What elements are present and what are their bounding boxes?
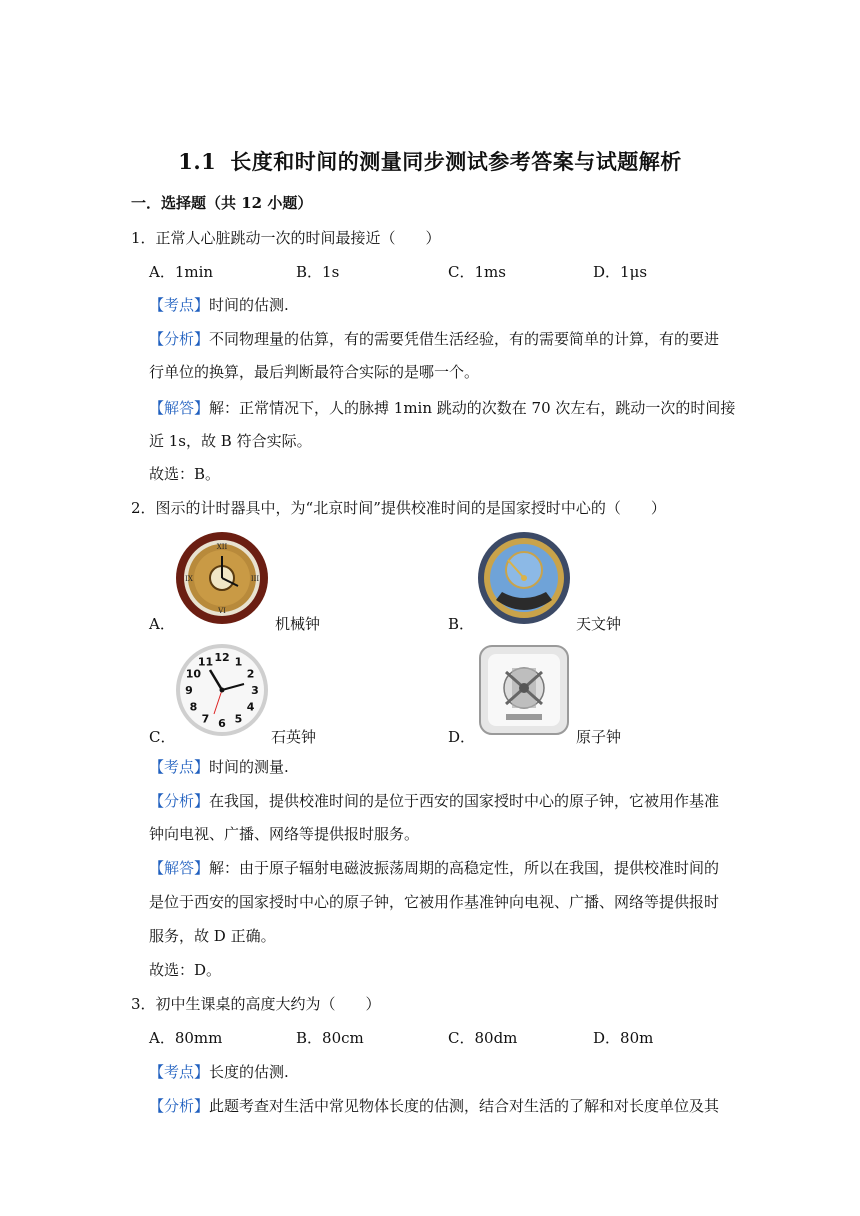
svg-text:IX: IX xyxy=(185,575,193,583)
kaodian-text: 时间的测量. xyxy=(209,758,289,776)
kaodian-tag: 【考点】 xyxy=(149,296,210,314)
q2-jieda-cont2: 服务，故 D 正确。 xyxy=(149,927,276,945)
q2-option-d-letter: D． xyxy=(448,728,476,746)
q2-answer: 故选：D。 xyxy=(149,961,222,979)
jieda-tag: 【解答】 xyxy=(149,859,210,877)
q3-fenxi xyxy=(149,1095,719,1116)
q3-option-a: A．80mm xyxy=(149,1029,223,1047)
q2-fenxi-cont: 钟向电视、广播、网络等提供报时服务。 xyxy=(149,825,420,843)
clock-numeral: 9 xyxy=(185,684,193,697)
atomic-clock-icon xyxy=(476,642,572,738)
q2-option-a-caption: 机械钟 xyxy=(275,615,321,633)
jieda-text: 解：正常情况下，人的脉搏 1min 跳动的次数在 70 次左右，跳动一次的时间接 xyxy=(209,399,736,417)
svg-text:XII: XII xyxy=(216,543,228,551)
clock-numeral: 1 xyxy=(234,655,243,669)
title-text: 长度和时间的测量同步测试参考答案与试题解析 xyxy=(230,149,682,174)
jieda-text: 解：由于原子辐射电磁波振荡周期的高稳定性，所以在我国，提供校准时间的 xyxy=(209,859,720,877)
astronomical-clock-icon xyxy=(476,530,572,626)
q3-option-d: D．80m xyxy=(593,1029,654,1047)
q1-option-c: C．1ms xyxy=(448,263,506,281)
kaodian-text: 时间的估测. xyxy=(209,296,289,314)
q2-option-c-caption: 石英钟 xyxy=(271,728,317,746)
q1-jieda-cont: 近 1s，故 B 符合实际。 xyxy=(149,432,312,450)
svg-text:III: III xyxy=(250,575,260,583)
q1-option-d: D．1μs xyxy=(593,263,648,281)
q2-option-d-caption: 原子钟 xyxy=(576,728,622,746)
q1-option-a: A．1min xyxy=(149,263,214,281)
mechanical-clock-icon xyxy=(174,530,270,626)
q3-option-c: C．80dm xyxy=(448,1029,518,1047)
fenxi-tag: 【分析】 xyxy=(149,330,210,348)
q2-fenxi xyxy=(149,790,719,811)
q3-option-b: B．80cm xyxy=(296,1029,364,1047)
q2-stem: 2．图示的计时器具中，为“北京时间”提供校准时间的是国家授时中心的（ ） xyxy=(131,499,666,517)
kaodian-text: 长度的估测. xyxy=(209,1063,289,1081)
fenxi-text: 不同物理量的估算，有的需要凭借生活经验，有的需要简单的计算，有的要进 xyxy=(209,330,720,348)
q3-stem: 3．初中生课桌的高度大约为（ ） xyxy=(131,995,381,1013)
q2-option-b-letter: B． xyxy=(448,615,475,633)
q1-stem: 1．正常人心脏跳动一次的时间最接近（ ） xyxy=(131,229,441,247)
clock-numeral: 11 xyxy=(197,655,214,669)
q2-option-a-letter: A． xyxy=(149,615,175,633)
clock-numeral: 6 xyxy=(218,717,226,730)
section-heading: 一．选择题（共 12 小题） xyxy=(131,194,313,212)
q2-kaodian xyxy=(149,756,289,777)
svg-text:VI: VI xyxy=(218,607,226,615)
clock-numeral: 7 xyxy=(201,712,210,726)
q2-option-c-letter: C． xyxy=(149,728,176,746)
q2-option-b-caption: 天文钟 xyxy=(576,615,622,633)
title-number: 1.1 xyxy=(178,149,217,174)
fenxi-tag: 【分析】 xyxy=(149,1097,210,1115)
q1-fenxi xyxy=(149,328,719,349)
clock-numeral: 3 xyxy=(251,684,259,697)
quartz-clock-icon xyxy=(174,642,270,738)
q1-jieda xyxy=(149,397,735,418)
clock-numeral: 10 xyxy=(185,667,202,681)
kaodian-tag: 【考点】 xyxy=(149,758,210,776)
clock-numeral: 5 xyxy=(234,712,243,726)
q2-jieda-cont: 是位于西安的国家授时中心的原子钟，它被用作基准钟向电视、广播、网络等提供报时 xyxy=(149,893,720,911)
clock-numeral: 4 xyxy=(246,700,255,714)
q2-jieda xyxy=(149,857,719,878)
q1-fenxi-cont: 行单位的换算，最后判断最符合实际的是哪一个。 xyxy=(149,363,480,381)
clock-numeral: 8 xyxy=(189,700,198,714)
page-title xyxy=(0,146,860,176)
fenxi-text: 在我国，提供校准时间的是位于西安的国家授时中心的原子钟，它被用作基准 xyxy=(209,792,720,810)
clock-numeral: 2 xyxy=(246,667,255,681)
fenxi-text: 此题考查对生活中常见物体长度的估测，结合对生活的了解和对长度单位及其 xyxy=(209,1097,720,1115)
fenxi-tag: 【分析】 xyxy=(149,792,210,810)
q1-answer: 故选：B。 xyxy=(149,465,221,483)
kaodian-tag: 【考点】 xyxy=(149,1063,210,1081)
q1-kaodian xyxy=(149,294,289,315)
q3-kaodian xyxy=(149,1061,289,1082)
clock-numeral: 12 xyxy=(214,651,230,664)
jieda-tag: 【解答】 xyxy=(149,399,210,417)
q1-option-b: B．1s xyxy=(296,263,340,281)
